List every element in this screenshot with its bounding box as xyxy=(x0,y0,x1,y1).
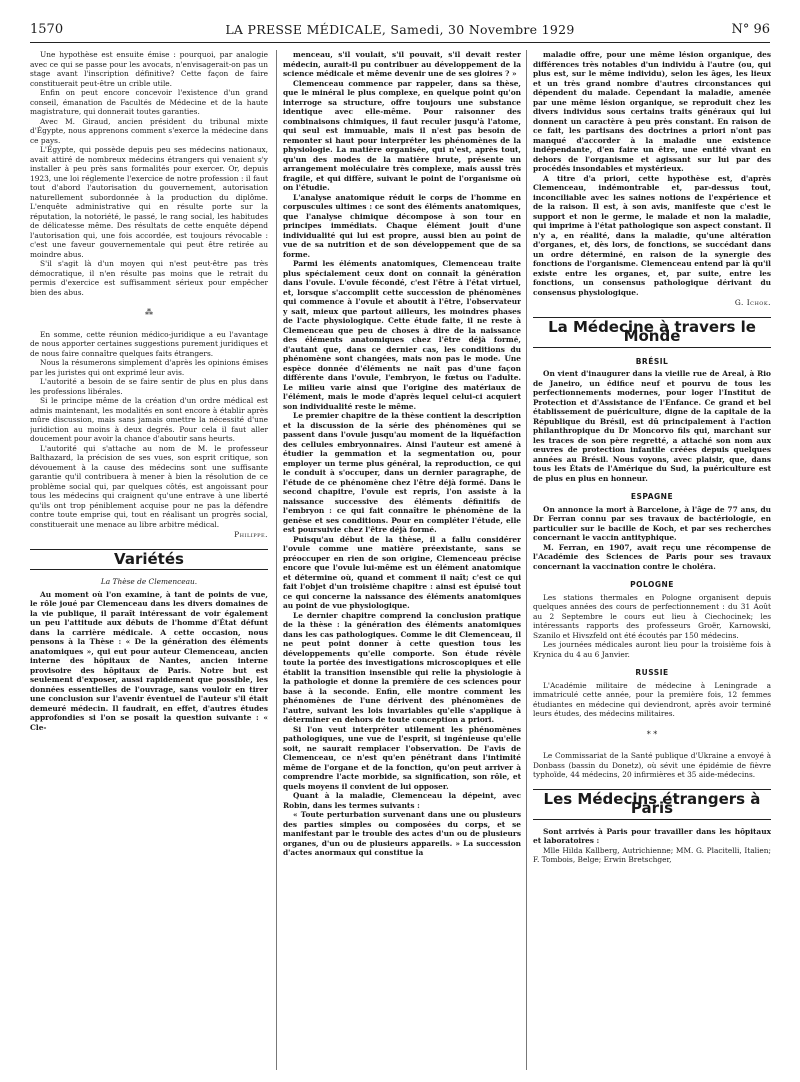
paragraph: « Toute perturbation survenant dans une ou plusieurs des parties simples ou composées du corps, et se manifestant par le trouble des actes d'un ou de plusieurs organes, d'un ou de plusieurs appareils. » La succession d'actes anormaux qui constitue la xyxy=(283,810,521,857)
paragraph: Au moment où l'on examine, à tant de points de vue, le rôle joué par Clemenceau dans les divers domaines de la vie publique, il paraît intéressant de voir également un peu l'attitude aux débuts de l'homme d'État défunt dans la carrière médicale. A cette occasion, nous pensons à la Thèse : « De la génération des éléments anatomiques », qui eut pour auteur Clemenceau, ancien interne des hôpitaux de Nantes, ancien interne provisoire des hôpitaux de Paris. Notre but est seulement d'exposer, aussi rapidement que possible, les données essentielles de l'ouvrage, sans vouloir en tirer une conclusion sur l'avenir éventuel de l'auteur s'il était demeuré médecin. Il faudrait, en effet, d'autres études approfondies si l'on se posait la question suivante : « Cle- xyxy=(30,589,268,732)
column-divider xyxy=(276,50,277,1070)
paragraph: Les stations thermales en Pologne organisent depuis quelques années des cours de perfectionnement : du 31 Août au 2 Septembre le cours eut lieu à Ciechocinek; les intéressants rapports des professeurs Groër, Karnowski, Szanilo et Hivszfeld ont été écoutés par 150 médecins. xyxy=(533,592,771,640)
section-ornament: * * xyxy=(646,729,658,739)
paragraph: Si le principe même de la création d'un ordre médical est admis maintenant, les modalités en sont encore à établir après mûre discussion, mais sans jamais omettre la nécessité d'une juridiction au moins à deux degrés. Pour cela il faut aller doucement pour avoir la chance d'aboutir sans heurts. xyxy=(30,396,268,443)
paragraph: Le Commissariat de la Santé publique d'Ukraine a envoyé à Donbass (bassin du Donetz), où sévit une épidémie de fièvre typhoïde, 44 médecins, 20 infirmières et 35 aide-médecins. xyxy=(533,751,771,779)
paragraph: menceau, s'il voulait, s'il pouvait, s'il devait rester médecin, aurait-il pu contribuer au développement de la science médicale et même devenir une de ses gloires ? » xyxy=(283,50,521,78)
paragraph: Puisqu'au début de la thèse, il a fallu considérer l'ovule comme une matière préexistante, sans se préoccuper en rien de son origine, Clemenceau précise encore que l'ovule lui-même est un élément anatomique et détermine où, quand et comment il naît; c'est ce qui fait l'objet d'un troisième chapitre : ainsi est épuisé tout ce qui concerne la naissance des éléments anatomiques au point de vue physiologique. xyxy=(283,534,521,610)
country-heading-pologne: POLOGNE xyxy=(630,580,674,589)
paragraph: A titre d'a priori, cette hypothèse est, d'après Clemenceau, indémontrable et, par-dessus tout, inconciliable avec les saines notions de l'expérience et de la raison. Il est, à son avis, manifeste que c'est le support et non le germe, le malade et non la maladie, qui imprime à l'état pathologique son aspect constant. Il n'y a, en réalité, dans la maladie, qu'une altération d'organes, et, dès lors, de fonctions, se succédant dans un ordre déterminé, en raison de la synergie des fonctions de l'organisme. Clemenceau entend par là qu'il existe entre les organes, et, par suite, entre les fonctions, un consensus pathologique dérivant du consensus physiologique. xyxy=(533,173,771,297)
paragraph: Le dernier chapitre comprend la conclusion pratique de la thèse : la génération des éléments anatomiques dans les cas pathologiques. Comme le dit Clemenceau, il ne peut point donner à cette question tous les développements qu'elle comporte. Son étude révèle toute la portée des investigations microscopiques et elle établit la transition insensible qui relie la physiologie à la pathologie et donne la première de ces sciences pour base à la seconde. Enfin, elle montre comment les phénomènes de l'une dérivent des phénomènes de l'autre, suivant les lois invariables qu'elle s'applique à déterminer en dehors de toute conception a priori. xyxy=(283,610,521,724)
section-heading-medecine-monde: La Médecine à travers le Monde xyxy=(533,317,771,348)
paragraph: Enfin on peut encore concevoir l'existence d'un grand conseil, émanation de Facultés de Médecine et de la haute magistrature, qui donnerait toutes garanties. xyxy=(30,88,268,116)
column-middle xyxy=(283,50,521,1070)
paragraph: Si l'on veut interpréter utilement les phénomènes pathologiques, une vue de l'esprit, si ingénieuse qu'elle soit, ne saurait remplacer l'observation. De l'avis de Clemenceau, ce n'est qu'en pénétrant dans l'intimité même de l'organe et de la fonction, qu'on peut arriver à comprendre l'acte morbide, sa signification, son rôle, et quels moyens il convient de lui opposer. xyxy=(283,724,521,791)
section-heading-varietes: Variétés xyxy=(30,549,268,571)
paragraph: On vient d'inaugurer dans la vieille rue de Areal, à Rio de Janeiro, un édifice neuf et pourvu de tous les perfectionnements modernes, pour loger l'Institut de Protection et d'Assistance de l'Enfance. Ce grand et bel établissement de puériculture, digne de la capitale de la République du Brésil, est dû principalement à l'action philanthropique du Dr Moncorvo fils qui, marchant sur les traces de son père regretté, a attaché son nom aux œuvres de protection infantile créées depuis quelques années au Brésil. Nous voyons, avec plaisir, que, dans tous les États de l'Amérique du Sud, la puériculture est de plus en plus en honneur. xyxy=(533,369,771,483)
paragraph: Sont arrivés à Paris pour travailler dans les hôpitaux et laboratoires : xyxy=(533,826,771,845)
section-ornament: ⁂ xyxy=(145,308,153,317)
paragraph: En somme, cette réunion médico-juridique a eu l'avantage de nous apporter certaines suggestions purement juridiques et de nous faire connaître quelques faits étrangers. xyxy=(30,329,268,358)
paragraph: L'Académie militaire de médecine à Leningrade a immatriculé cette année, pour la première fois, 12 femmes étudiantes en médecine qui deviendront, après avoir terminé leurs études, des médecins militaires. xyxy=(533,680,771,718)
paragraph: M. Ferran, en 1907, avait reçu une récompense de l'Académie des Sciences de Paris pour ses travaux concernant la vaccination contre le choléra. xyxy=(533,542,771,571)
issue-number: N° 96 xyxy=(731,22,770,37)
paragraph: L'analyse anatomique réduit le corps de l'homme en corpuscules ultimes : ce sont des éléments anatomiques, que l'analyse chimique décompose à son tour en principes immédiats. Chaque élément jouit d'une individualité qui lui est propre, aussi bien au point de vue de sa nutrition et de son développement que de sa forme. xyxy=(283,192,521,259)
country-heading-espagne: ESPAGNE xyxy=(630,492,674,501)
page-header xyxy=(30,20,770,43)
paragraph: Le premier chapitre de la thèse contient la description et la discussion de la série des phénomènes qui se passent dans l'ovule jusqu'au moment de la liquéfaction des cellules embryonnaires. Ainsi l'auteur est amené à étudier la gemmation et la segmentation ou, pour employer un terme plus général, la reproduction, ce qui le conduit à s'occuper, dans un dernier paragraphe, de l'étude de ce phénomène chez l'être déjà formé. Dans le second chapitre, l'ovule est repris, l'on assiste à la naissance successive des éléments définitifs de l'embryon : ce qui fait connaître le phénomène de la genèse et ses conditions. Pour en compléter l'étude, elle est poursuivie chez l'être déjà formé. xyxy=(283,411,521,534)
paragraph: Clemenceau commence par rappeler, dans sa thèse, que le minéral le plus complexe, en quelque point qu'on interroge sa structure, offre toujours une substance identique avec elle-même. Pour raisonner des combinaisons chimiques, il faut reculer jusqu'à l'atome, qui seul est immuable, mais il n'est pas besoin de remonter si haut pour interpréter les phénomènes de la physiologie. La matière organisée, qui n'est, après tout, qu'un des modes de la matière brute, présente un arrangement moléculaire très complexe, mais aussi très fragile, et qui diffère, suivant le point de l'organisme où on l'étudie. xyxy=(283,78,521,192)
paragraph: Mlle Hilda Kallberg, Autrichienne; MM. G. Placitelli, Italien; F. Tombois, Belge; Erwin Bretschger, xyxy=(533,845,771,864)
paragraph: On annonce la mort à Barcelone, à l'âge de 77 ans, du Dr Ferran connu par ses travaux de bactériologie, en particulier sur le bacille de Koch, et par ses recherches concernant le vaccin antityphique. xyxy=(533,504,771,542)
article-subtitle: La Thèse de Clemenceau. xyxy=(100,577,198,586)
paragraph: Nous la résumerons simplement d'après les opinions émises par les juristes qui ont exprimé leur avis. xyxy=(30,358,268,377)
page-number: 1570 xyxy=(30,22,64,37)
paragraph: Les journées médicales auront lieu pour la troisième fois à Krynica du 4 au 6 Janvier. xyxy=(533,640,771,659)
author-signature: Philippe. xyxy=(234,530,268,539)
country-heading-bresil: BRÉSIL xyxy=(635,356,669,366)
paragraph: L'Égypte, qui possède depuis peu ses médecins nationaux, avait attiré de nombreux médecins étrangers qui venaient s'y installer à peu près sans formalités pour exercer. Or, depuis 1923, une loi réglemente l'exercice de notre profession : il faut tout d'abord l'autorisation du gouvernement, autorisation naturellement subordonnée à la production du diplôme. L'enquête administrative qui en résulte porte sur la réputation, la notoriété, le passé, le rang social, les habitudes de délicatesse même. Des résultats de cette enquête dépend l'autorisation qui, une fois accordée, est toujours révocable : c'est une faveur gouvernementale qui peut être retirée au moindre abus. xyxy=(30,145,268,259)
paragraph: L'autorité qui s'attache au nom de M. le professeur Balthazard, la précision de ses vues, son esprit critique, son dévouement à la cause des médecins sont une suffisante garantie qu'il contribuera à mener à bien la résolution de ce problème social qui, par quelques côtés, est angoissant pour tous les médecins qui craignent qu'une entrave à une liberté qu'ils ont trop péniblement acquise pour ne pas la défendre contre toute emprise qui, tout en réalisant un progrès social, constituerait une menace au libre arbitre médical. xyxy=(30,443,268,529)
paragraph: Avec M. Giraud, ancien président du tribunal mixte d'Égypte, nous apprenons comment s'exerce la médecine dans ce pays. xyxy=(30,116,268,145)
paragraph: maladie offre, pour une même lésion organique, des différences très notables d'un individu à l'autre (ou, qui plus est, sur le même individu), selon les âges, les lieux et un très grand nombre d'autres circonstances qui dépendent du malade. Cependant la maladie, amenée par une même lésion organique, se reproduit chez les divers individus sous certains traits généraux qui lui donnent un caractère à peu près constant. En raison de ce fait, les partisans des doctrines a priori n'ont pas manqué d'accorder à la maladie une existence indépendante, d'en faire un être, une entité vivant en dehors de l'organisme et agissant sur lui par des procédés insondables et mystérieux. xyxy=(533,50,771,173)
paragraph: Une hypothèse est ensuite émise : pourquoi, par analogie avec ce qui se passe pour les avocats, n'envisagerait-on pas un stage avant l'inscription définitive? Cette façon de faire constituerait peut-être un crible utile. xyxy=(30,50,268,88)
author-signature: G. Ichok. xyxy=(734,298,771,307)
column-divider xyxy=(526,50,527,1070)
paragraph: S'il s'agit là d'un moyen qui n'est peut-être pas très démocratique, il n'en résulte pas moins que le retrait du permis d'exercice est suffisamment sérieux pour empêcher bien des abus. xyxy=(30,259,268,297)
paragraph: Quant à la maladie, Clemenceau la dépeint, avec Robin, dans les termes suivants : xyxy=(283,791,521,810)
paragraph: Parmi les éléments anatomiques, Clemenceau traite plus spécialement ceux dont on connaît la génération dans l'ovule. L'ovule fécondé, c'est l'être à l'état virtuel, et, lorsque s'accomplit cette succession de phénomènes qui commence à l'ovule et aboutit à l'être, l'observateur y sait, mieux que partout ailleurs, les moindres phases de l'acte physiologique. Cette étude faite, il ne reste à Clemenceau que peu de choses à dire de la naissance des éléments anatomiques chez l'être déjà formé, d'autant que, dans ce dernier cas, les conditions du phénomène sont changées, mais non pas le mode. Une espèce donnée d'éléments ne naît pas d'une façon différente dans l'ovule, l'embryon, le fœtus ou l'adulte. Le milieu varie ainsi que l'origine des matériaux de l'élément, mais le mode d'après lequel celui-ci acquiert son individualité reste le même. xyxy=(283,259,521,411)
column-left xyxy=(30,50,268,1070)
country-heading-russie: RUSSIE xyxy=(635,668,669,677)
section-heading-medecins-etrangers: Les Médecins étrangers à Paris xyxy=(533,789,771,820)
paragraph: L'autorité a besoin de se faire sentir de plus en plus dans les professions libérales. xyxy=(30,377,268,396)
column-right xyxy=(533,50,771,1070)
journal-title: LA PRESSE MÉDICALE, Samedi, 30 Novembre 1929 xyxy=(225,22,575,37)
